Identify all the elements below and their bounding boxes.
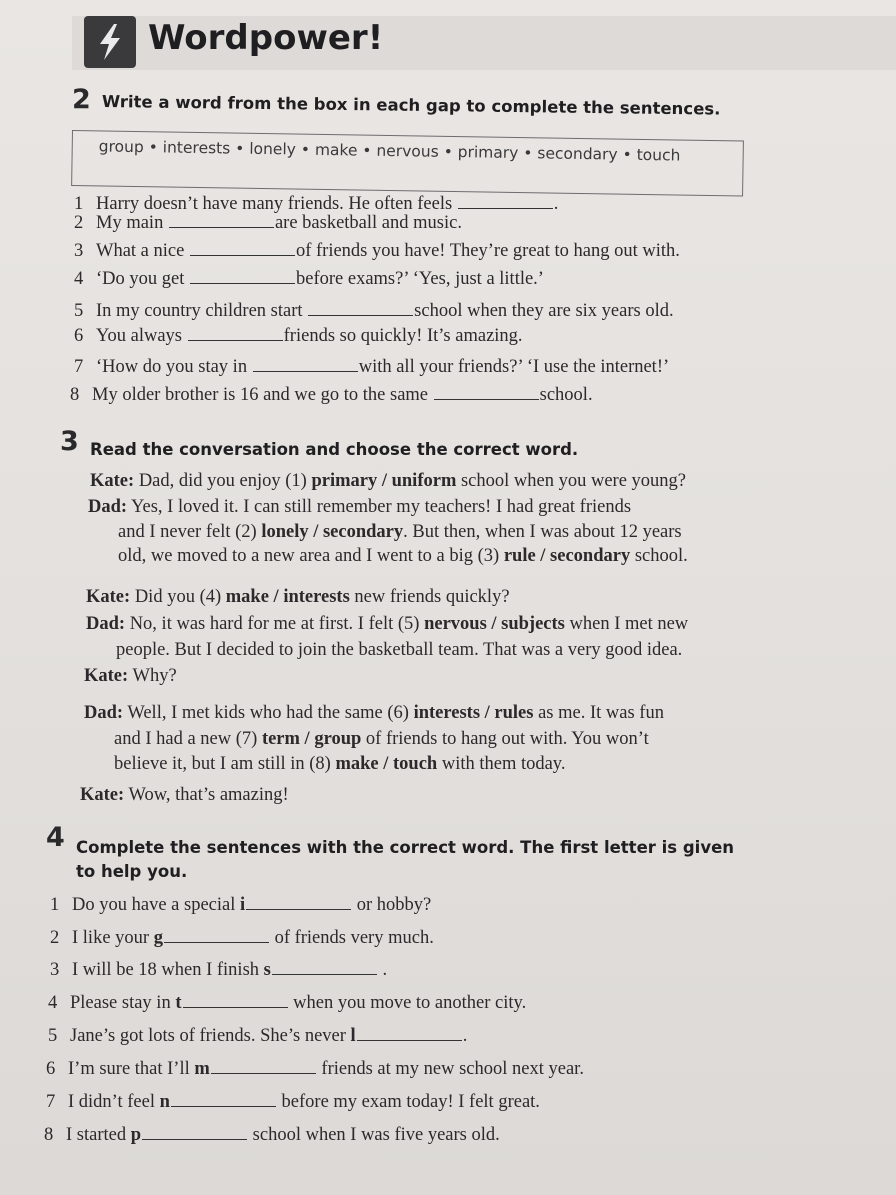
ex2-item-1: 1 Harry doesn’t have many friends. He often feels . — [74, 194, 559, 214]
conv-line-11: believe it, but I am still in (8) make / touch with them today. — [114, 754, 566, 774]
ex4-item-8: 8 I started p school when I was five years old. — [44, 1125, 500, 1145]
ex2-item-8: 8 My older brother is 16 and we go to the same school. — [70, 385, 593, 405]
ex4-item-3: 3 I will be 18 when I finish s . — [50, 960, 388, 980]
answer-blank[interactable] — [434, 384, 539, 400]
ex4-item-1: 1 Do you have a special i or hobby? — [50, 895, 432, 915]
choice-option[interactable]: make / interests — [225, 587, 350, 607]
answer-blank[interactable] — [169, 212, 274, 228]
answer-blank[interactable] — [190, 240, 295, 256]
exercise-4-instruction-1: Complete the sentences with the correct word. The first letter is given — [76, 838, 735, 857]
exercise-2-number: 2 — [72, 84, 91, 115]
ex2-item-4: 4 ‘Do you get before exams?’ ‘Yes, just a little.’ — [74, 269, 544, 289]
ex2-item-5: 5 In my country children start school when they are six years old. — [74, 301, 674, 321]
exercise-4-number: 4 — [46, 822, 65, 853]
page-title: Wordpower! — [148, 18, 384, 58]
exercise-3-instruction: Read the conversation and choose the correct word. — [90, 440, 579, 459]
conv-line-6: Dad: No, it was hard for me at first. I felt (5) nervous / subjects when I met new — [86, 614, 689, 634]
ex4-item-7: 7 I didn’t feel n before my exam today! I felt great. — [46, 1092, 540, 1112]
answer-blank[interactable] — [190, 268, 295, 284]
choice-option[interactable]: rule / secondary — [503, 546, 631, 566]
ex4-item-5: 5 Jane’s got lots of friends. She’s never l . — [48, 1026, 468, 1046]
answer-blank[interactable] — [308, 300, 413, 316]
answer-blank[interactable] — [183, 992, 288, 1008]
answer-blank[interactable] — [164, 927, 269, 943]
conv-line-9: Dad: Well, I met kids who had the same (6) interests / rules as me. It was fun — [84, 703, 664, 723]
word-box — [71, 130, 744, 197]
conv-line-2: Dad: Yes, I loved it. I can still remember my teachers! I had great friends — [88, 497, 632, 517]
answer-blank[interactable] — [142, 1124, 247, 1140]
choice-option[interactable]: interests / rules — [413, 703, 534, 723]
answer-blank[interactable] — [171, 1091, 276, 1107]
choice-option[interactable]: make / touch — [335, 754, 438, 774]
answer-blank[interactable] — [211, 1058, 316, 1074]
ex4-item-6: 6 I’m sure that I’ll m friends at my new school next year. — [46, 1059, 584, 1079]
answer-blank[interactable] — [246, 894, 351, 910]
conv-line-4: old, we moved to a new area and I went to a big (3) rule / secondary school. — [118, 546, 688, 566]
ex2-item-7: 7 ‘How do you stay in with all your friends?’ ‘I use the internet!’ — [74, 357, 670, 377]
conv-line-1: Kate: Dad, did you enjoy (1) primary / uniform school when you were young? — [90, 471, 687, 491]
conv-line-7: people. But I decided to join the basketball team. That was a very good idea. — [116, 640, 683, 660]
choice-option[interactable]: term / group — [261, 729, 362, 749]
ex4-item-2: 2 I like your g of friends very much. — [50, 928, 434, 948]
ex2-item-3: 3 What a nice of friends you have! They’re great to hang out with. — [74, 241, 680, 261]
word-box-text: group • interests • lonely • make • nervous • primary • secondary • touch — [98, 137, 681, 165]
conv-line-8: Kate: Why? — [84, 666, 177, 686]
exercise-2-instruction: Write a word from the box in each gap to complete the sentences. — [101, 92, 721, 119]
choice-option[interactable]: lonely / secondary — [261, 522, 404, 542]
answer-blank[interactable] — [272, 959, 377, 975]
answer-blank[interactable] — [357, 1025, 462, 1041]
choice-option[interactable]: nervous / subjects — [424, 614, 565, 634]
exercise-4-instruction-2: to help you. — [76, 862, 188, 881]
answer-blank[interactable] — [188, 325, 283, 341]
ex4-item-4: 4 Please stay in t when you move to another city. — [48, 993, 527, 1013]
answer-blank[interactable] — [253, 356, 358, 372]
conv-line-10: and I had a new (7) term / group of friends to hang out with. You won’t — [114, 729, 649, 749]
conv-line-3: and I never felt (2) lonely / secondary. But then, when I was about 12 years — [118, 522, 682, 542]
lightning-bolt-icon — [84, 16, 136, 68]
exercise-3-number: 3 — [60, 426, 79, 457]
ex2-item-2: 2 My main are basketball and music. — [74, 213, 462, 233]
ex2-item-6: 6 You always friends so quickly! It’s amazing. — [74, 326, 523, 346]
answer-blank[interactable] — [458, 193, 553, 209]
conv-line-5: Kate: Did you (4) make / interests new friends quickly? — [86, 587, 510, 607]
choice-option[interactable]: primary / uniform — [311, 471, 457, 491]
conv-line-12: Kate: Wow, that’s amazing! — [80, 785, 289, 805]
